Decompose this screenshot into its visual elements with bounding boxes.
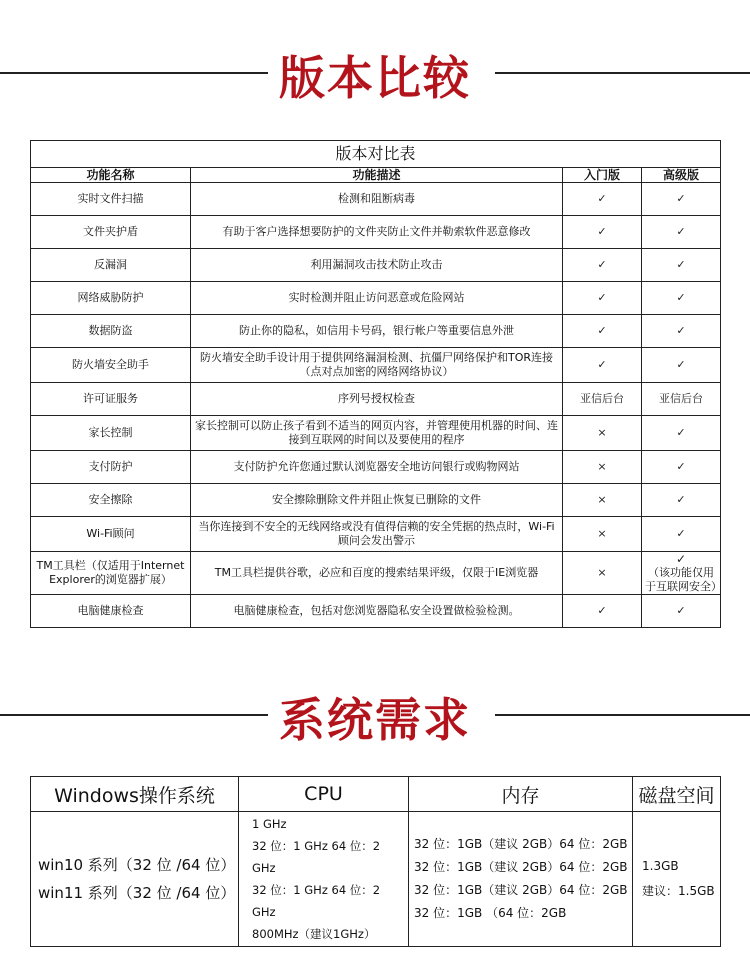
advanced-cell: ✓ [642, 249, 721, 282]
memory-item: 32 位：1GB（建议 2GB）64 位：2GB [414, 883, 628, 897]
table-row [31, 315, 721, 348]
requirements-table [30, 776, 721, 947]
advanced-cell: ✓ [642, 183, 721, 216]
header-basic: 入门版 [563, 168, 642, 183]
requirements-header-row [31, 777, 721, 812]
basic-cell: ✓ [563, 348, 642, 383]
feature-name-cell: 安全擦除 [31, 484, 191, 517]
advanced-cell [642, 552, 721, 595]
feature-desc-cell: 支付防护允许您通过默认浏览器安全地访问银行或购物网站 [191, 451, 563, 484]
advanced-cell: ✓ [642, 315, 721, 348]
table-row [31, 451, 721, 484]
basic-cell: ✓ [563, 216, 642, 249]
disk-item: 建议：1.5GB [642, 884, 715, 898]
header-cpu: CPU [239, 777, 409, 812]
feature-name-cell: 文件夹护盾 [31, 216, 191, 249]
table-caption: 版本对比表 [31, 141, 721, 168]
header-disk: 磁盘空间 [633, 777, 721, 812]
feature-desc-cell: 安全擦除删除文件并阻止恢复已删除的文件 [191, 484, 563, 517]
feature-name-cell: Wi-Fi顾问 [31, 517, 191, 552]
table-header-row [31, 168, 721, 183]
feature-desc-cell: 有助于客户选择想要防护的文件夹防止文件并勒索软件恶意修改 [191, 216, 563, 249]
version-compare-header [0, 38, 750, 108]
cpu-cell [239, 812, 409, 947]
basic-cell: × [563, 451, 642, 484]
version-compare-table [30, 140, 721, 628]
cpu-item: 800MHz（建议1GHz） [252, 927, 376, 941]
header-advanced: 高级版 [642, 168, 721, 183]
title-rule-right [495, 72, 750, 74]
advanced-cell: 亚信后台 [642, 383, 721, 416]
table-row [31, 348, 721, 383]
header-feature-desc: 功能描述 [191, 168, 563, 183]
feature-desc-cell: 电脑健康检查，包括对您浏览器隐私安全设置做检验检测。 [191, 595, 563, 628]
advanced-cell: ✓ [642, 451, 721, 484]
basic-cell: × [563, 416, 642, 451]
advanced-cell: ✓ [642, 282, 721, 315]
feature-name-cell: 家长控制 [31, 416, 191, 451]
feature-desc-cell: 实时检测并阻止访问恶意或危险网站 [191, 282, 563, 315]
table-row [31, 216, 721, 249]
cpu-item: 32 位：1 GHz 64 位：2 GHz [252, 839, 381, 875]
feature-name-cell: TM工具栏（仅适用于Internet Explorer的浏览器扩展） [31, 552, 191, 595]
table-row [31, 383, 721, 416]
feature-desc-cell: 利用漏洞攻击技术防止攻击 [191, 249, 563, 282]
table-row [31, 517, 721, 552]
table-row [31, 552, 721, 595]
feature-name-cell: 防火墙安全助手 [31, 348, 191, 383]
feature-desc-cell: 防火墙安全助手设计用于提供网络漏洞检测、抗僵尸网络保护和TOR连接（点对点加密的网络网络协议） [191, 348, 563, 383]
basic-cell: ✓ [563, 595, 642, 628]
table-body [31, 183, 721, 628]
basic-cell: ✓ [563, 183, 642, 216]
advanced-cell: ✓ [642, 348, 721, 383]
feature-desc-cell: 防止你的隐私，如信用卡号码，银行帐户等重要信息外泄 [191, 315, 563, 348]
basic-cell: ✓ [563, 249, 642, 282]
section-title-version: 版本比较 [279, 51, 471, 105]
feature-desc-cell: TM工具栏提供谷歌，必应和百度的搜索结果评级，仅限于IE浏览器 [191, 552, 563, 595]
cpu-item: 1 GHz [252, 817, 287, 831]
basic-cell: 亚信后台 [563, 383, 642, 416]
check-mark: ✓ [675, 552, 687, 566]
memory-item: 32 位：1GB（建议 2GB）64 位：2GB [414, 837, 628, 851]
os-item: win10 系列（32 位 /64 位） [38, 856, 236, 874]
feature-name-cell: 反漏洞 [31, 249, 191, 282]
memory-item: 32 位：1GB（建议 2GB）64 位：2GB [414, 860, 628, 874]
cpu-item: 32 位：1 GHz 64 位：2 GHz [252, 883, 381, 919]
feature-name-cell: 支付防护 [31, 451, 191, 484]
os-cell [31, 812, 239, 947]
feature-name-cell: 数据防盗 [31, 315, 191, 348]
memory-cell [409, 812, 633, 947]
table-row [31, 484, 721, 517]
header-os: Windows操作系统 [31, 777, 239, 812]
feature-desc-cell: 序列号授权检查 [191, 383, 563, 416]
table-row [31, 282, 721, 315]
section-title-requirements: 系统需求 [279, 693, 471, 747]
feature-name-cell: 实时文件扫描 [31, 183, 191, 216]
table-row [31, 595, 721, 628]
basic-cell: ✓ [563, 315, 642, 348]
basic-cell: × [563, 517, 642, 552]
feature-desc-cell: 家长控制可以防止孩子看到不适当的网页内容，并管理使用机器的时间、连接到互联网的时间以及要使用的程序 [191, 416, 563, 451]
disk-item: 1.3GB [642, 859, 679, 873]
memory-item: 32 位：1GB （64 位：2GB [414, 906, 567, 920]
requirements-header [0, 680, 750, 750]
os-item: win11 系列（32 位 /64 位） [38, 884, 236, 902]
advanced-cell: ✓ [642, 517, 721, 552]
table-row [31, 249, 721, 282]
feature-name-cell: 许可证服务 [31, 383, 191, 416]
basic-cell: × [563, 552, 642, 595]
table-row [31, 416, 721, 451]
requirements-row [31, 812, 721, 947]
feature-desc-cell: 当你连接到不安全的无线网络或没有值得信赖的安全凭据的热点时，Wi-Fi顾问会发出警示 [191, 517, 563, 552]
disk-cell [633, 812, 721, 947]
header-memory: 内存 [409, 777, 633, 812]
advanced-cell: ✓ [642, 416, 721, 451]
basic-cell: ✓ [563, 282, 642, 315]
title-rule-right [495, 714, 750, 716]
feature-name-cell: 网络威胁防护 [31, 282, 191, 315]
feature-desc-cell: 检测和阻断病毒 [191, 183, 563, 216]
table-row [31, 183, 721, 216]
basic-cell: × [563, 484, 642, 517]
advanced-cell: ✓ [642, 595, 721, 628]
feature-name-cell: 电脑健康检查 [31, 595, 191, 628]
advanced-note: （该功能仅用于互联网安全） [645, 566, 722, 593]
advanced-cell: ✓ [642, 484, 721, 517]
advanced-cell: ✓ [642, 216, 721, 249]
header-feature-name: 功能名称 [31, 168, 191, 183]
